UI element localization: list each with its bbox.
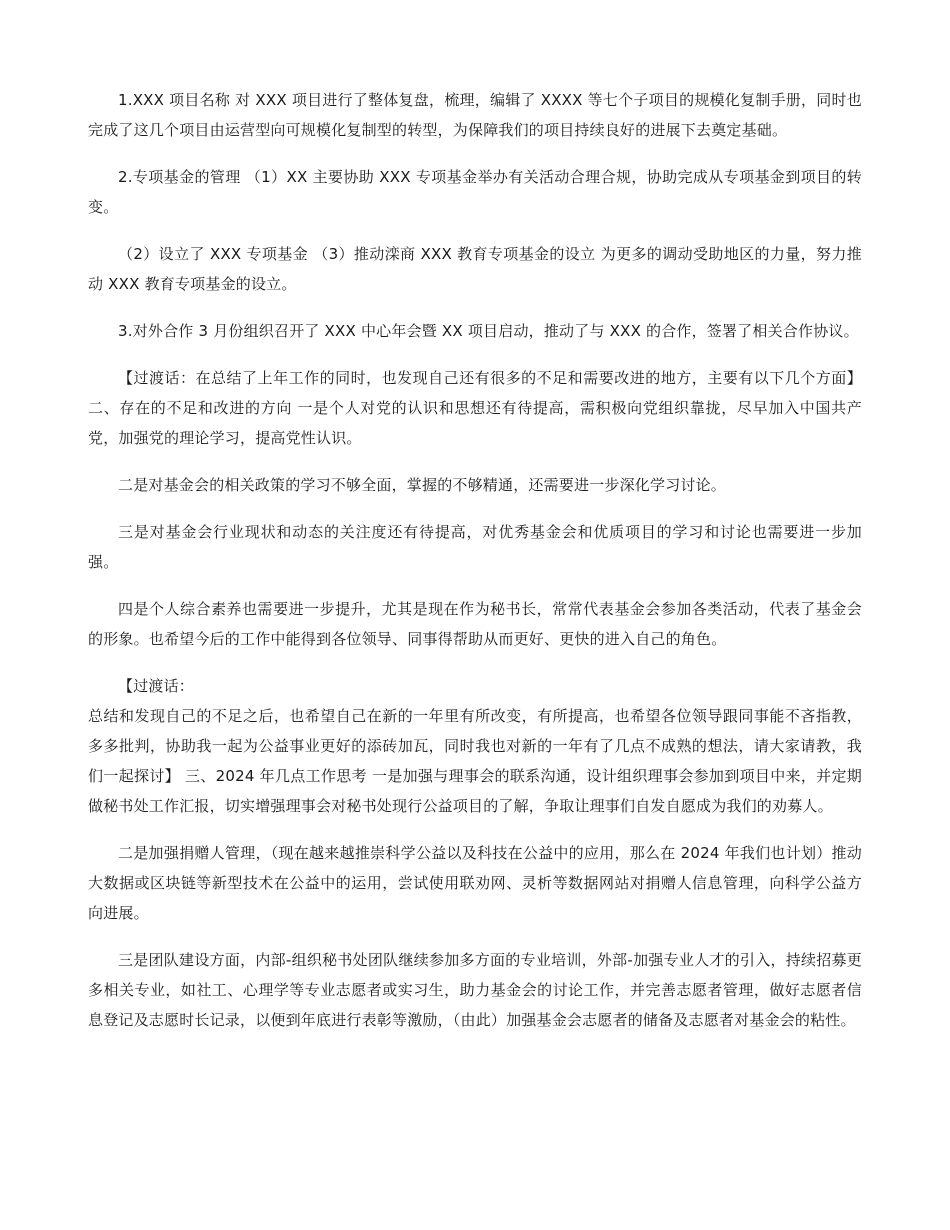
paragraph-donor-management: 二是加强捐赠人管理，（现在越来越推崇科学公益以及科技在公益中的应用，那么在 2024 年我们也计划）推动大数据或区块链等新型技术在公益中的运用，尝试使用联劝网、灵析等数据网站对捐赠人信息管理，向科学公益方向进展。 [88,844,862,922]
paragraph-special-fund: 2.专项基金的管理 （1）XX 主要协助 XXX 专项基金举办有关活动合理合规，协助完成从专项基金到项目的转变。 [88,168,862,216]
paragraph-policy-study: 二是对基金会的相关政策的学习不够全面，掌握的不够精通，还需要进一步深化学习讨论。 [118,476,727,494]
paragraph-industry-attention: 三是对基金会行业现状和动态的关注度还有待提高，对优秀基金会和优质项目的学习和讨论也需要进一步加强。 [88,523,862,571]
transition-body: 总结和发现自己的不足之后，也希望自己在新的一年里有所改变，有所提高，也希望各位领导跟同事能不吝指教，多多批判，协助我一起为公益事业更好的添砖加瓦，同时我也对新的一年有了几点不成熟的想法，请大家请教，我们一起探讨】 三、2024 年几点工作思考 一是加强与理事会的联系沟通，设计组织理事会参加到项目中来，并定期做秘书处工作汇报，切实增强理事会对秘书处现行公益项目的了解，争取让理事们自发自愿成为我们的劝募人。 [88,707,862,815]
transition-lead: 【过渡话： [118,677,195,695]
paragraph-transition-plans [88,671,862,821]
paragraph-fund-setup: （2）设立了 XXX 专项基金 （3）推动滦商 XXX 教育专项基金的设立 为更多的调动受助地区的力量，努力推动 XXX 教育专项基金的设立。 [88,245,862,293]
paragraph-external-cooperation: 3.对外合作 3 月份组织召开了 XXX 中心年会暨 XX 项目启动，推动了与 XXX 的合作，签署了相关合作协议。 [118,322,859,340]
paragraph-project-review: 1.XXX 项目名称 对 XXX 项目进行了整体复盘，梳理，编辑了 XXXX 等七个子项目的规模化复制手册，同时也完成了这几个项目由运营型向可规模化复制型的转型，为保障我们的项目持续良好的进展下去奠定基础。 [88,91,862,139]
paragraph-team-building: 三是团队建设方面，内部-组织秘书处团队继续参加多方面的专业培训，外部-加强专业人才的引入，持续招募更多相关专业，如社工、心理学等专业志愿者或实习生，助力基金会的讨论工作，并完善志愿者管理，做好志愿者信息登记及志愿时长记录，以便到年底进行表彰等激励，（由此）加强基金会志愿者的储备及志愿者对基金会的粘性。 [88,951,862,1029]
paragraph-personal-quality: 四是个人综合素养也需要进一步提升，尤其是现在作为秘书长，常常代表基金会参加各类活动，代表了基金会的形象。也希望今后的工作中能得到各位领导、同事得帮助从而更好、更快的进入自己的角色。 [88,600,862,648]
paragraph-transition-shortcomings: 【过渡话：在总结了上年工作的同时，也发现自己还有很多的不足和需要改进的地方，主要有以下几个方面】 二、存在的不足和改进的方向 一是个人对党的认识和思想还有待提高，需积极向党组织靠拢，尽早加入中国共产党，加强党的理论学习，提高党性认识。 [88,369,862,447]
